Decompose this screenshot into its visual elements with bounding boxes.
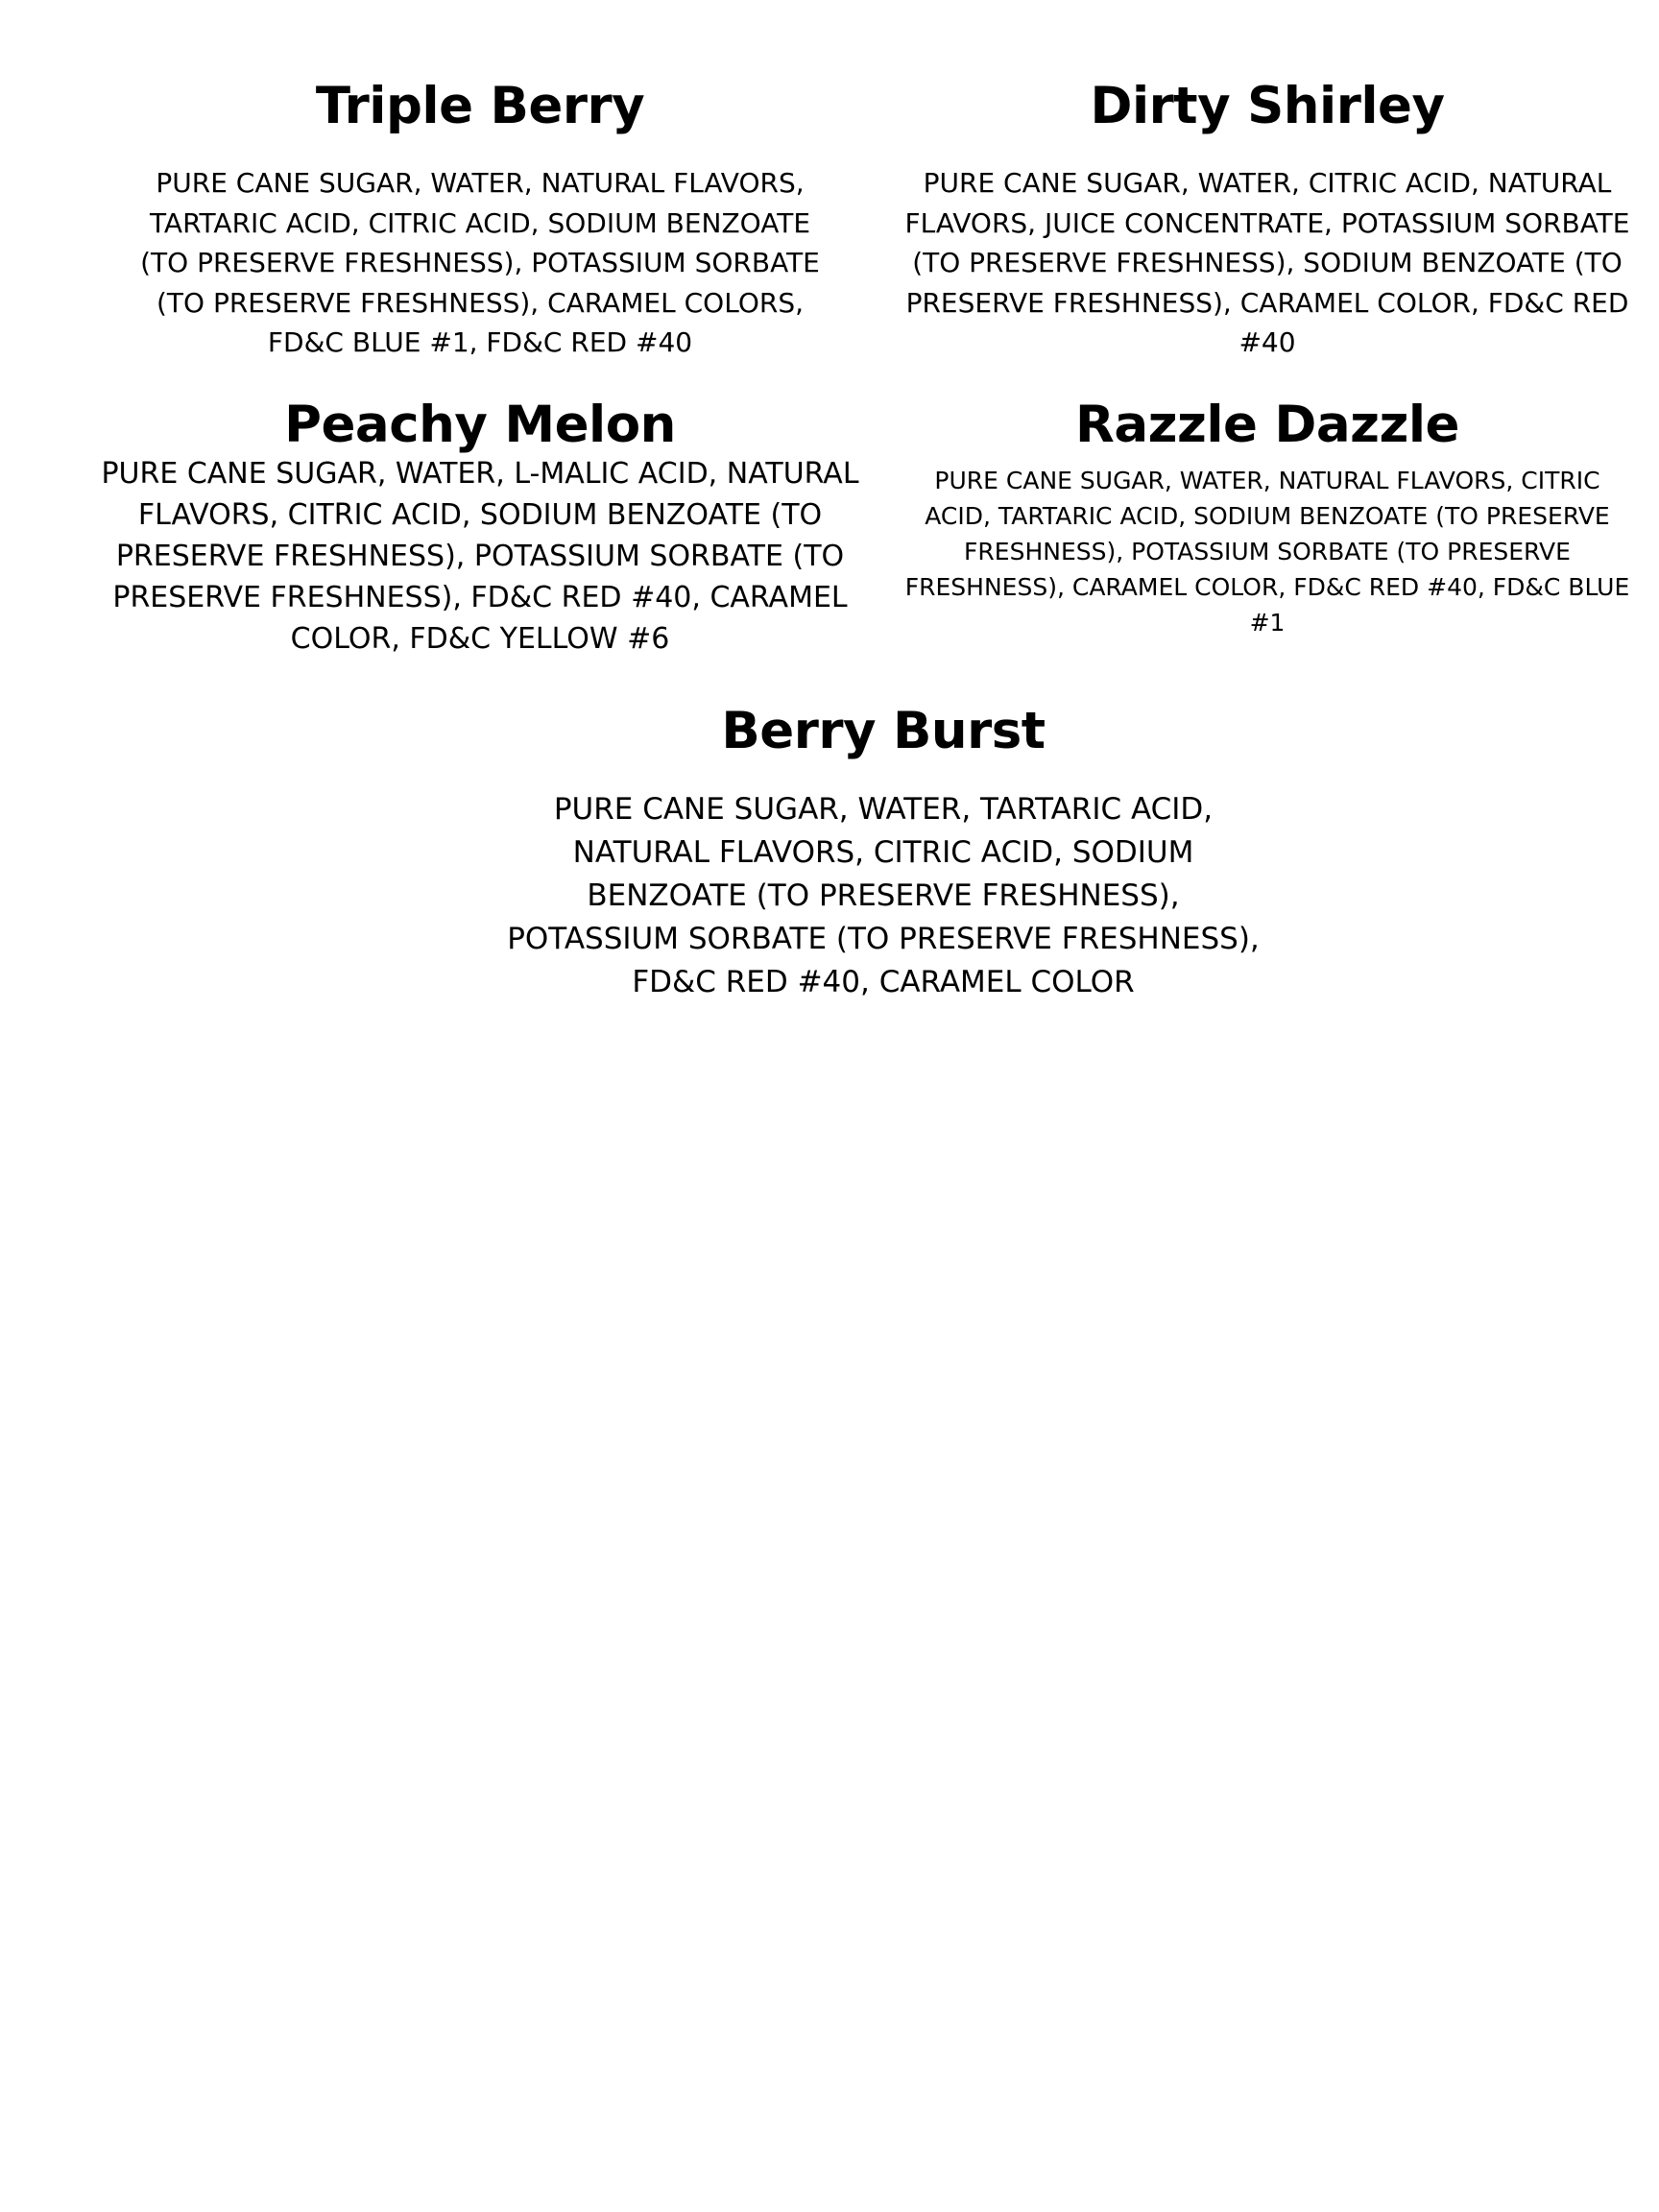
ingredients-text: PURE CANE SUGAR, WATER, NATURAL FLAVORS, CITRIC ACID, TARTARIC ACID, SODIUM BENZOATE (TO PRESERVE FRESHNESS), POTASSIUM SORBATE (TO PRESERVE FRESHNESS), CARAMEL COLOR, FD&C RED #40, FD&C BLUE #1 (904, 467, 1630, 637)
ingredients-text: PURE CANE SUGAR, WATER, CITRIC ACID, NATURAL FLAVORS, JUICE CONCENTRATE, POTASSIUM SORBATE (TO PRESERVE FRESHNESS), SODIUM BENZOATE (TO PRESERVE FRESHNESS), CARAMEL COLOR, FD&C RED #40 (904, 167, 1630, 359)
product-berry-burst (480, 704, 1286, 1004)
product-peachy-melon (86, 397, 874, 660)
ingredients-text: PURE CANE SUGAR, WATER, L-MALIC ACID, NATURAL FLAVORS, CITRIC ACID, SODIUM BENZOATE (TO PRESERVE FRESHNESS), POTASSIUM SORBATE (TO PRESERVE FRESHNESS), FD&C RED #40, CARAMEL COLOR, FD&C YELLOW #6 (101, 457, 859, 657)
product-razzle-dazzle (902, 397, 1632, 640)
ingredients-text: PURE CANE SUGAR, WATER, TARTARIC ACID, NATURAL FLAVORS, CITRIC ACID, SODIUM BENZOATE (TO PRESERVE FRESHNESS), POTASSIUM SORBATE (TO PRESERVE FRESHNESS), FD&C RED #40, CARAMEL COLOR (507, 792, 1260, 1000)
product-title: Triple Berry (315, 77, 645, 135)
product-dirty-shirley (902, 79, 1632, 363)
product-title: Razzle Dazzle (1075, 396, 1459, 454)
product-title: Berry Burst (721, 702, 1046, 760)
product-title: Peachy Melon (284, 396, 676, 454)
ingredients-text: PURE CANE SUGAR, WATER, NATURAL FLAVORS, TARTARIC ACID, CITRIC ACID, SODIUM BENZOATE (TO PRESERVE FRESHNESS), POTASSIUM SORBATE (TO PRESERVE FRESHNESS), CARAMEL COLORS, FD&C BLUE #1, FD&C RED #40 (140, 167, 820, 359)
product-title: Dirty Shirley (1090, 77, 1445, 135)
product-triple-berry (86, 79, 874, 363)
